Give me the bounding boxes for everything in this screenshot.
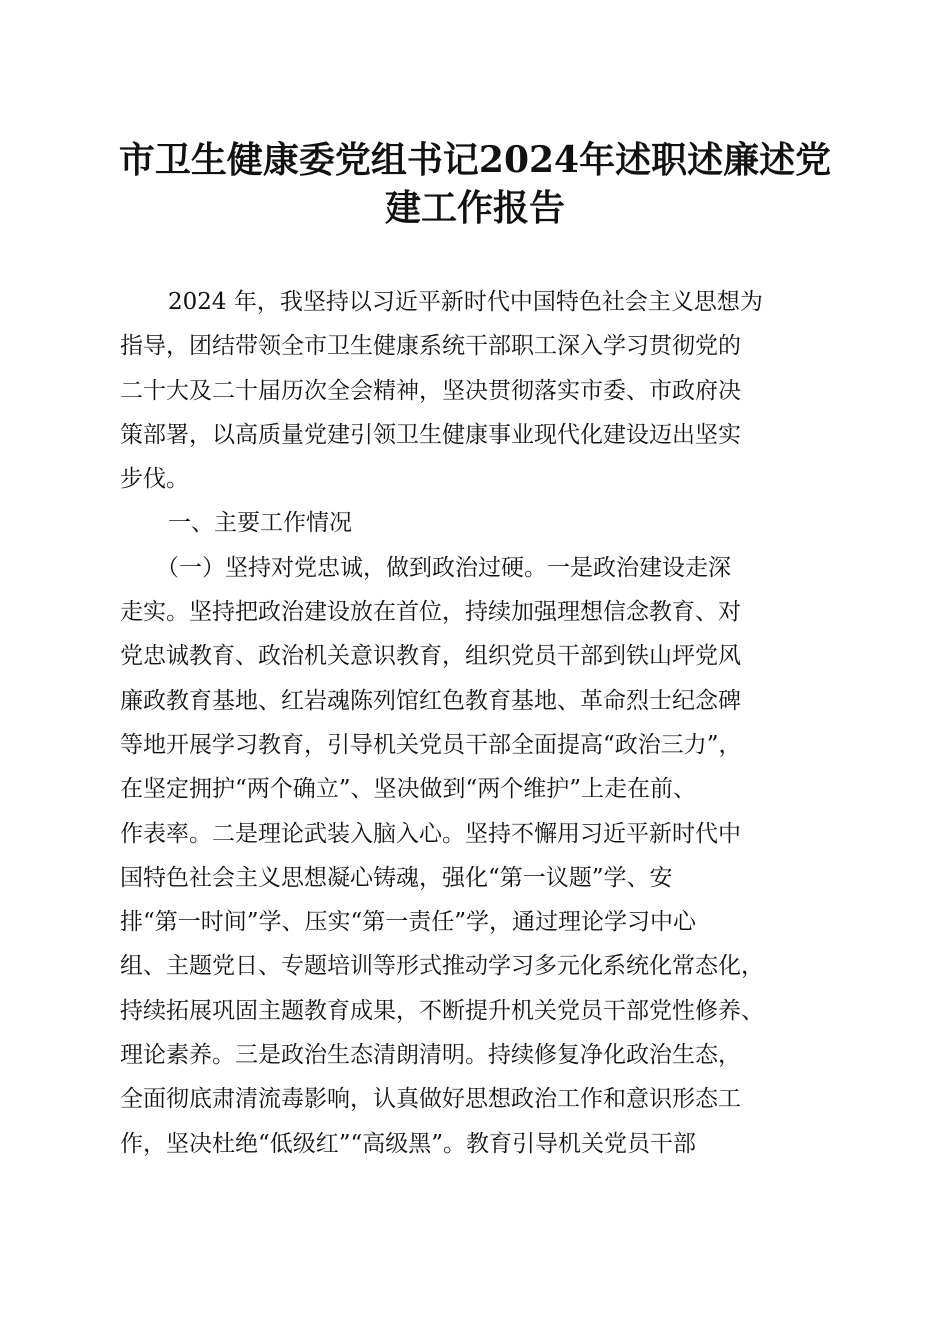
title-line-2: 建工作报告: [384, 187, 565, 229]
body-line: 排“第一时间”学、压实“第一责任”学，通过理论学习中心: [120, 909, 697, 936]
body-line: 步伐。: [120, 466, 189, 493]
body-line: 组、主题党日、专题培训等形式推动学习多元化系统化常态化，: [120, 953, 764, 980]
body-line: 作表率。二是理论武装入脑入心。坚持不懈用习近平新时代中: [120, 820, 741, 847]
body-line: 持续拓展巩固主题教育成果，不断提升机关党员干部党性修养、: [120, 997, 764, 1024]
body-line: 策部署，以高质量党建引领卫生健康事业现代化建设迈出坚实: [120, 421, 741, 448]
title-line-1: 市卫生健康委党组书记2024年述职述廉述党: [118, 139, 832, 181]
body-line: 二十大及二十届历次全会精神，坚决贯彻落实市委、市政府决: [120, 377, 741, 404]
body-line: 等地开展学习教育，引导机关党员干部全面提高“政治三力”，: [120, 731, 742, 758]
body-line: 作，坚决杜绝“低级红”“高级黑”。教育引导机关党员干部: [120, 1130, 697, 1157]
body-line: 党忠诚教育、政治机关意识教育，组织党员干部到铁山坪党风: [120, 643, 741, 670]
body-line: 在坚定拥护“两个确立”、坚决做到“两个维护”上走在前、: [120, 776, 697, 803]
document-body: [120, 280, 836, 1166]
body-line: 廉政教育基地、红岩魂陈列馆红色教育基地、革命烈士纪念碑: [120, 687, 741, 714]
body-line: 2024 年，我坚持以习近平新时代中国特色社会主义思想为: [168, 289, 763, 315]
body-line: 国特色社会主义思想凝心铸魂，强化“第一议题”学、安: [120, 864, 673, 891]
body-line: 指导，团结带领全市卫生健康系统干部职工深入学习贯彻党的: [120, 333, 741, 360]
section-heading: 一、主要工作情况: [168, 510, 352, 537]
body-line: （一）坚持对党忠诚，做到政治过硬。一是政治建设走深: [156, 554, 731, 581]
body-line: 全面彻底肃清流毒影响，认真做好思想政治工作和意识形态工: [120, 1086, 741, 1113]
body-line: 理论素养。三是政治生态清朗清明。持续修复净化政治生态，: [120, 1042, 741, 1069]
document-title: [110, 136, 840, 232]
body-line: 走实。坚持把政治建设放在首位，持续加强理想信念教育、对: [120, 599, 741, 626]
